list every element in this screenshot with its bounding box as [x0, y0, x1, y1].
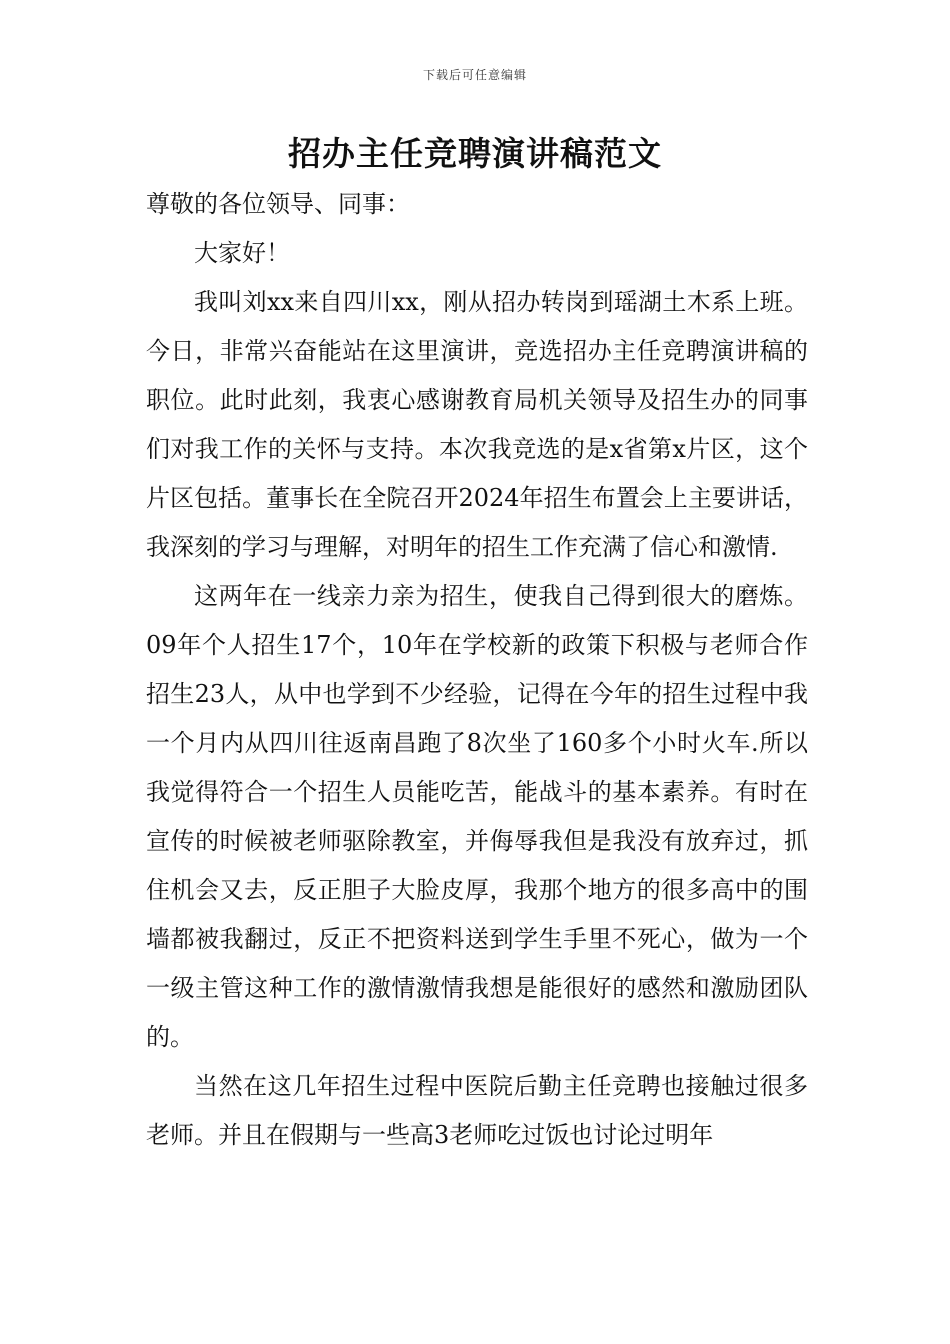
paragraph-greeting: 大家好！: [194, 239, 290, 267]
header-note: 下载后可任意编辑: [422, 68, 527, 82]
paragraph-introduction: 我叫刘xx来自四川xx，刚从招办转岗到瑶湖土木系上班。今日，非常兴奋能站在这里演讲，竞选招办主任竞聘演讲稿的职位。此时此刻，我衷心感谢教育局机关领导及招生办的同事们对我工作的关怀与支持。本次我竞选的是x省第x片区，这个片区包括。董事长在全院召开2024年招生布置会上主要讲话，我深刻的学习与理解，对明年的招生工作充满了信心和激情.: [146, 288, 808, 561]
document-title: 招办主任竞聘演讲稿范文: [288, 134, 662, 173]
paragraph-contacts: 当然在这几年招生过程中医院后勤主任竞聘也接触过很多老师。并且在假期与一些高3老师吃过饭也讨论过明年: [146, 1072, 808, 1149]
document-body: [146, 180, 808, 1160]
salutation: 尊敬的各位领导、同事：: [146, 190, 410, 218]
paragraph-experience: 这两年在一线亲力亲为招生，使我自己得到很大的磨炼。09年个人招生17个，10年在学校新的政策下积极与老师合作招生23人，从中也学到不少经验，记得在今年的招生过程中我一个月内从四川往返南昌跑了8次坐了160多个小时火车.所以我觉得符合一个招生人员能吃苦，能战斗的基本素养。有时在宣传的时候被老师驱除教室，并侮辱我但是我没有放弃过，抓住机会又去，反正胆子大脸皮厚，我那个地方的很多高中的围墙都被我翻过，反正不把资料送到学生手里不死心，做为一个一级主管这种工作的激情激情我想是能很好的感然和激励团队的。: [146, 582, 808, 1051]
